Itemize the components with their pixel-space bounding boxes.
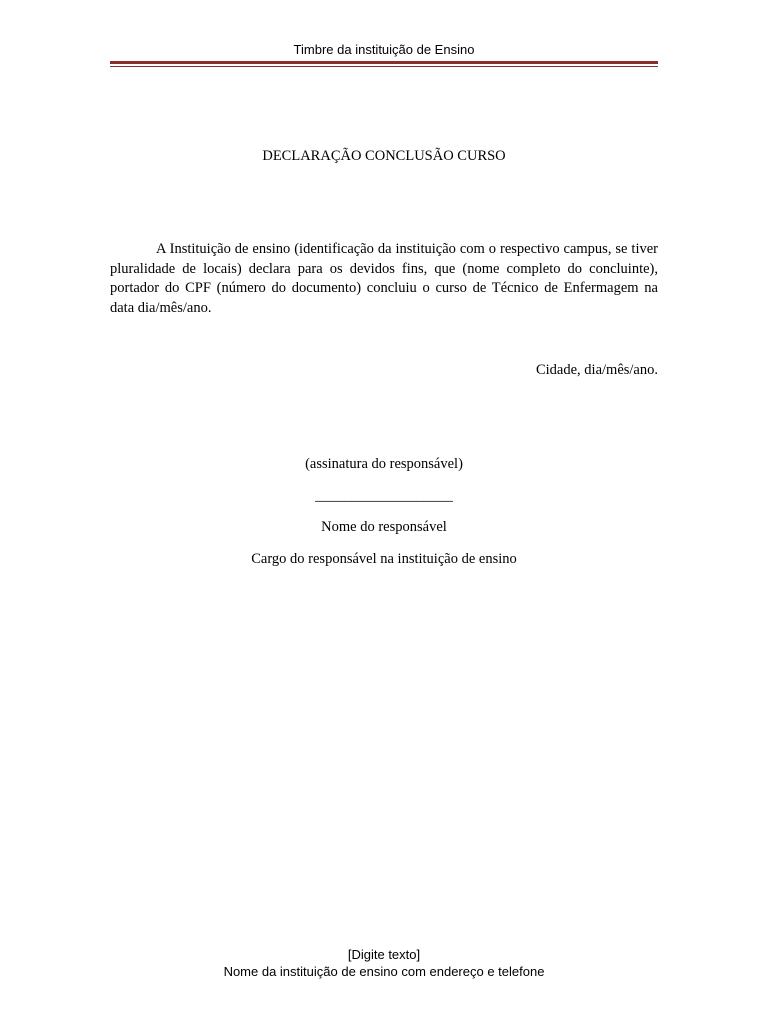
footer-institution-info: Nome da instituição de ensino com endereço e telefone (223, 964, 545, 979)
signature-note: (assinatura do responsável) (305, 456, 463, 472)
letterhead-rule-thin (110, 66, 658, 67)
declaration-paragraph: A Instituição de ensino (identificação da instituição com o respectivo campus, se tiver pluralidade de locais) declara para os devidos fins, que (nome completo do concluinte), portador do CPF (número do documento) concluiu o curso de Técnico de Enfermagem na data dia/mês/ano. (110, 241, 658, 316)
responsible-name: Nome do responsável (321, 519, 447, 535)
letterhead-rule-thick (110, 61, 658, 64)
city-date-line: Cidade, dia/mês/ano. (535, 362, 658, 378)
footer-placeholder: [Digite texto] (347, 947, 421, 962)
responsible-role: Cargo do responsável na instituição de ensino (251, 551, 517, 567)
signature-line: ___________________ (315, 488, 453, 504)
document-title: DECLARAÇÃO CONCLUSÃO CURSO (262, 148, 506, 164)
letterhead-title: Timbre da instituição de Ensino (293, 42, 475, 57)
